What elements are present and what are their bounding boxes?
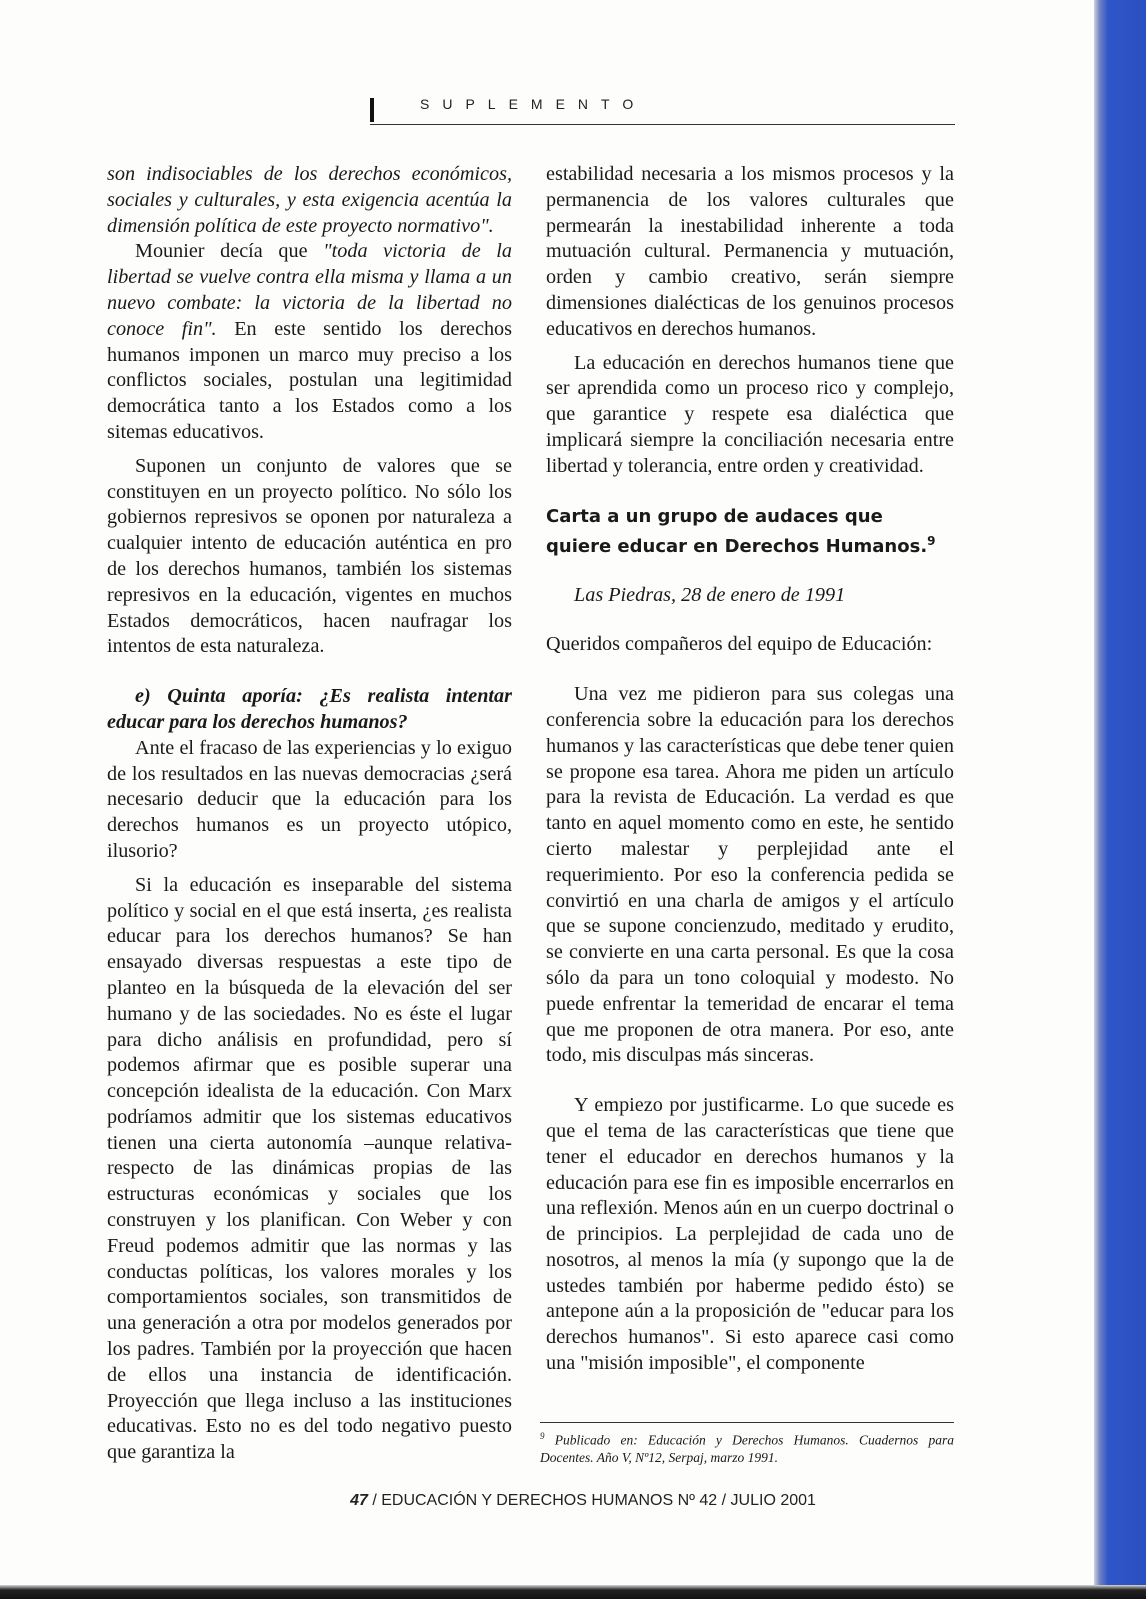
footnote bbox=[540, 1428, 954, 1466]
footer-text: / EDUCACIÓN Y DERECHOS HUMANOS Nº 42 / JULIO 2001 bbox=[372, 1492, 816, 1509]
paragraph: Si la educación es inseparable del sistema político y social en el que está inserta, ¿es realista educar para los derechos humanos? Se han ensayado diversas respuestas a este tipo de planteo en la búsqueda de la elevación del ser humano y de las sociedades. No es éste el lugar para dicho análisis en profundidad, pero sí podemos afirmar que es posible superar una concepción idealista de la educación. Con Marx podríamos admitir que los sistemas educativos tienen una cierta autonomía –aunque relativa- respecto de las dinámicas propias de las estructuras económicas y sociales que los construyen y los planifican. Con Weber y con Freud podemos admitir que las normas y las conductas políticas, los valores morales y los comportamientos sociales, son transmitidos de una generación a otra por modelos generados por los padres. También por la proyección que hacen de ellos una instancia de identificación. Proyección que llega incluso a las instituciones educativas. Esto no es del todo negativo puesto que garantiza la bbox=[107, 873, 512, 1464]
scan-edge-bottom bbox=[0, 1585, 1146, 1599]
section-heading: e) Quinta aporía: ¿Es realista intentar educar para los derechos humanos? bbox=[107, 685, 512, 733]
header-bar bbox=[370, 98, 374, 122]
footnote-marker: 9 bbox=[540, 1431, 545, 1441]
paragraph: son indisociables de los derechos económicos, sociales y culturales, y esta exigencia acentúa la dimensión política de este proyecto normativo". bbox=[107, 163, 512, 237]
paragraph: Mounier decía que "toda victoria de la libertad se vuelve contra ella misma y llama a un nuevo combate: la victoria de la libertad no conoce fin". En este sentido los derechos humanos imponen un marco muy preciso a los conflictos sociales, postulan una legitimidad democrática tanto a los Estados como a los sitemas educativos. bbox=[107, 240, 512, 443]
page-number: 47 bbox=[350, 1492, 368, 1509]
paragraph: La educación en derechos humanos tiene que ser aprendida como un proceso rico y complejo, que garantice y respete esa dialéctica que implicará siempre la conciliación necesaria entre libertad y tolerancia, entre orden y creatividad. bbox=[546, 351, 954, 477]
scan-edge-right bbox=[1094, 0, 1146, 1599]
footnote-ref: 9 bbox=[927, 533, 936, 548]
paragraph: Una vez me pidieron para sus colegas una conferencia sobre la educación para los derechos humanos y las características que debe tener quien se propone esa tarea. Ahora me piden un artículo para la revista de Educación. La verdad es que tanto en aquel momento como en este, he sentido cierto malestar y perplejidad ante el requerimiento. Por eso la conferencia pedida se convirtió en una charla de amigos y el artículo que se supone concienzudo, meditado y erudito, se convierte en una carta personal. Es que la cosa sólo da para un tono coloquial y modesto. No puede enfrentar la temeridad de encarar el tema que me proponen de otra manera. Por eso, ante todo, mis disculpas más sinceras. bbox=[546, 683, 954, 1067]
page-footer bbox=[0, 1492, 1146, 1510]
footnote-rule bbox=[540, 1422, 954, 1423]
running-header bbox=[370, 94, 955, 125]
place-date: Las Piedras, 28 de enero de 1991 bbox=[574, 583, 846, 606]
left-column bbox=[107, 162, 512, 1466]
letter-heading: Carta a un grupo de audaces que quiere educar en Derechos Humanos.$^9$ bbox=[546, 505, 936, 557]
paragraph: Ante el fracaso de las experiencias y lo exiguo de los resultados en las nuevas democracias ¿será necesario deducir que la educación para los derechos humanos es un proyecto utópico, ilusorio? bbox=[107, 736, 512, 862]
paragraph: estabilidad necesaria a los mismos procesos y la permanencia de los valores culturales que permearán la inestabilidad inherente a toda mutuación cultural. Permanencia y mutuación, orden y cambio creativo, serán siempre dimensiones dialécticas de los genuinos procesos educativos en derechos humanos. bbox=[546, 163, 954, 340]
paragraph: Y empiezo por justificarme. Lo que sucede es que el tema de las características que tiene que tener el educador en derechos humanos y la educación para ese fin es imposible encerrarlos en una reflexión. Menos aún en un cuerpo doctrinal o de principios. La perplejidad de cada uno de nosotros, al menos la mía (y supongo que la de ustedes también por haberme pedido ésto) se antepone aún a la proposición de "educar para los derechos humanos". Si esto aparece casi como una "misión imposible", el componente bbox=[546, 1094, 954, 1375]
paragraph: Suponen un conjunto de valores que se constituyen en un proyecto político. No sólo los gobiernos represivos se oponen por naturaleza a cualquier intento de educación auténtica en pro de los derechos humanos, también los sistemas represivos en la educación, vigentes en muchos Estados democráticos, hacen naufragar los intentos de esta naturaleza. bbox=[107, 454, 512, 658]
salutation: Queridos compañeros del equipo de Educación: bbox=[546, 633, 933, 656]
footnote-text: Publicado en: Educación y Derechos Humanos. Cuadernos para Docentes. Año V, Nº12, Serpaj, marzo 1991. bbox=[540, 1432, 954, 1465]
right-column bbox=[546, 162, 954, 1377]
section-label: SUPLEMENTO bbox=[420, 96, 647, 112]
